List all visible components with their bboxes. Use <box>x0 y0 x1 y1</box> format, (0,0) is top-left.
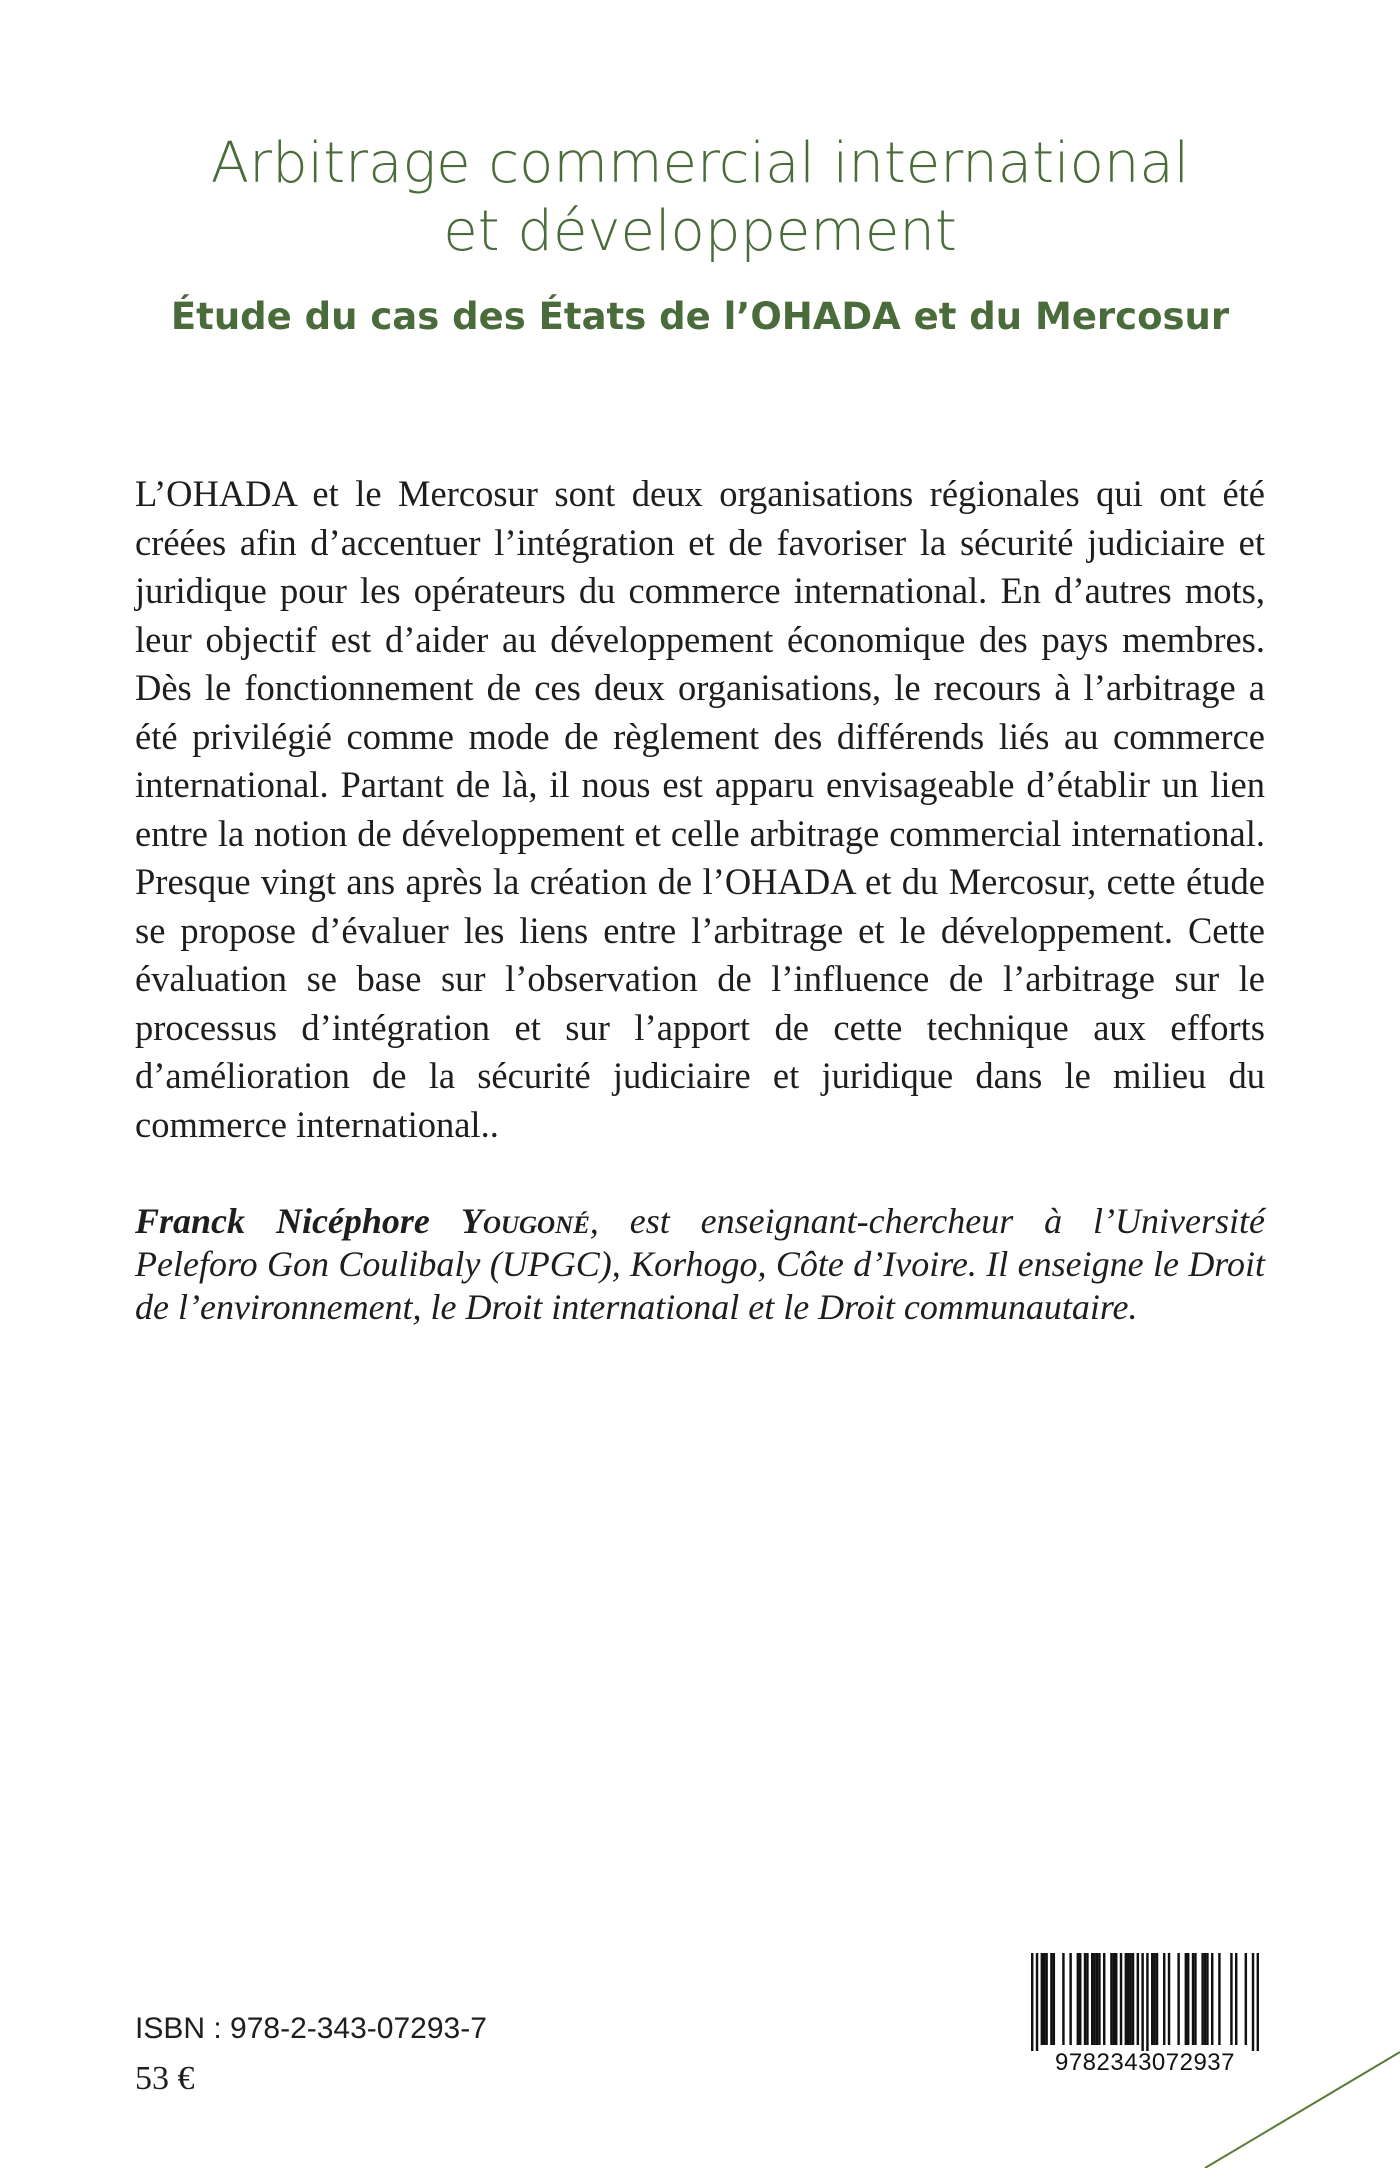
book-title <box>0 130 1400 267</box>
author-bio-text: , est enseignant-chercheur à l’Université Peleforo Gon Coulibaly (UPGC), Korhogo, Côte d’Ivoire. Il enseigne le Droit de l’environnement, le Droit international et le Droit communautaire. <box>135 1201 1266 1327</box>
barcode <box>1027 1953 1263 2075</box>
barcode-bar <box>1252 1953 1254 2051</box>
book-price: 53 € <box>135 2060 195 2097</box>
barcode-bar <box>1036 1953 1038 2051</box>
barcode-bar <box>1151 1953 1153 2045</box>
barcode-bar <box>1187 1953 1189 2045</box>
barcode-bar <box>1127 1953 1129 2045</box>
book-summary: L’OHADA et le Mercosur sont deux organisations régionales qui ont été créées afin d’accentuer l’intégration et de favoriser la sécurité judiciaire et juridique pour les opérateurs du commerce international. En d’autres mots, leur objectif est d’aider au développement économique des pays membres. Dès le fonctionnement de ces deux organisations, le recours à l’arbitrage a été privilégié comme mode de règlement des différends liés au commerce international. Partant de là, il nous est apparu envisageable d’établir un lien entre la notion de développement et celle arbitrage commercial international. Presque vingt ans après la création de l’OHADA et du Mercosur, cette étude se propose d’évaluer les liens entre l’arbitrage et le développement. Cette évaluation se base sur l’observation de l’influence de l’arbitrage sur le processus d’intégration et sur l’apport de cette technique aux efforts d’amélioration de la sécurité judiciaire et juridique dans le milieu du commerce international.. <box>135 473 1265 1145</box>
barcode-bar <box>1153 1953 1155 2045</box>
barcode-bar <box>1137 1953 1139 2045</box>
barcode-bar <box>1031 1953 1033 2051</box>
barcode-bar <box>1041 1953 1043 2045</box>
barcode-bar <box>1086 1953 1088 2045</box>
barcode-bars <box>1031 1953 1259 2051</box>
barcode-bar <box>1211 1953 1213 2045</box>
barcode-bar <box>1077 1953 1079 2045</box>
barcode-bar <box>1103 1953 1105 2045</box>
barcode-bar <box>1045 1953 1047 2045</box>
isbn-number: ISBN : 978-2-343-07293-7 <box>135 2012 487 2045</box>
barcode-bar <box>1168 1953 1170 2045</box>
barcode-bar <box>1069 1953 1071 2045</box>
barcode-bar <box>1206 1953 1208 2045</box>
barcode-bar <box>1204 1953 1206 2045</box>
barcode-bar <box>1113 1953 1115 2045</box>
barcode-bar <box>1194 1953 1196 2045</box>
barcode-bar <box>1050 1953 1052 2045</box>
author-name <box>135 1201 590 1241</box>
barcode-bar <box>1062 1953 1064 2045</box>
book-title-line2: et développement <box>443 199 957 265</box>
barcode-bar <box>1201 1953 1203 2045</box>
barcode-bar <box>1257 1953 1259 2051</box>
barcode-bar <box>1110 1953 1112 2045</box>
book-title-line1: Arbitrage commercial international <box>210 131 1190 196</box>
barcode-bar <box>1115 1953 1117 2045</box>
author-surname: Yougoné <box>460 1201 590 1241</box>
barcode-bar <box>1163 1953 1165 2045</box>
barcode-bar <box>1079 1953 1081 2045</box>
barcode-bar <box>1156 1953 1158 2045</box>
barcode-bar <box>1129 1953 1131 2045</box>
barcode-bar <box>1093 1953 1095 2045</box>
barcode-bar <box>1230 1953 1232 2045</box>
barcode-bar <box>1053 1953 1055 2045</box>
barcode-bar <box>1245 1953 1247 2045</box>
barcode-bar <box>1177 1953 1179 2045</box>
author-first-names: Franck Nicéphore <box>135 1201 430 1241</box>
barcode-bar <box>1091 1953 1093 2045</box>
barcode-bar <box>1120 1953 1122 2045</box>
barcode-bar <box>1185 1953 1187 2045</box>
barcode-bar <box>1043 1953 1045 2045</box>
author-bio <box>135 1200 1265 1329</box>
barcode-bar <box>1132 1953 1134 2045</box>
barcode-bar <box>1235 1953 1237 2045</box>
barcode-bar <box>1125 1953 1127 2045</box>
barcode-number: 9782343072937 <box>1054 2049 1236 2076</box>
barcode-bar <box>1141 1953 1143 2051</box>
barcode-bar <box>1084 1953 1086 2045</box>
book-subtitle: Étude du cas des États de l’OHADA et du Mercosur <box>170 295 1230 338</box>
barcode-bar <box>1146 1953 1148 2051</box>
barcode-bar <box>1192 1953 1194 2045</box>
barcode-bar <box>1218 1953 1220 2045</box>
barcode-bar <box>1098 1953 1100 2045</box>
barcode-bar <box>1096 1953 1098 2045</box>
